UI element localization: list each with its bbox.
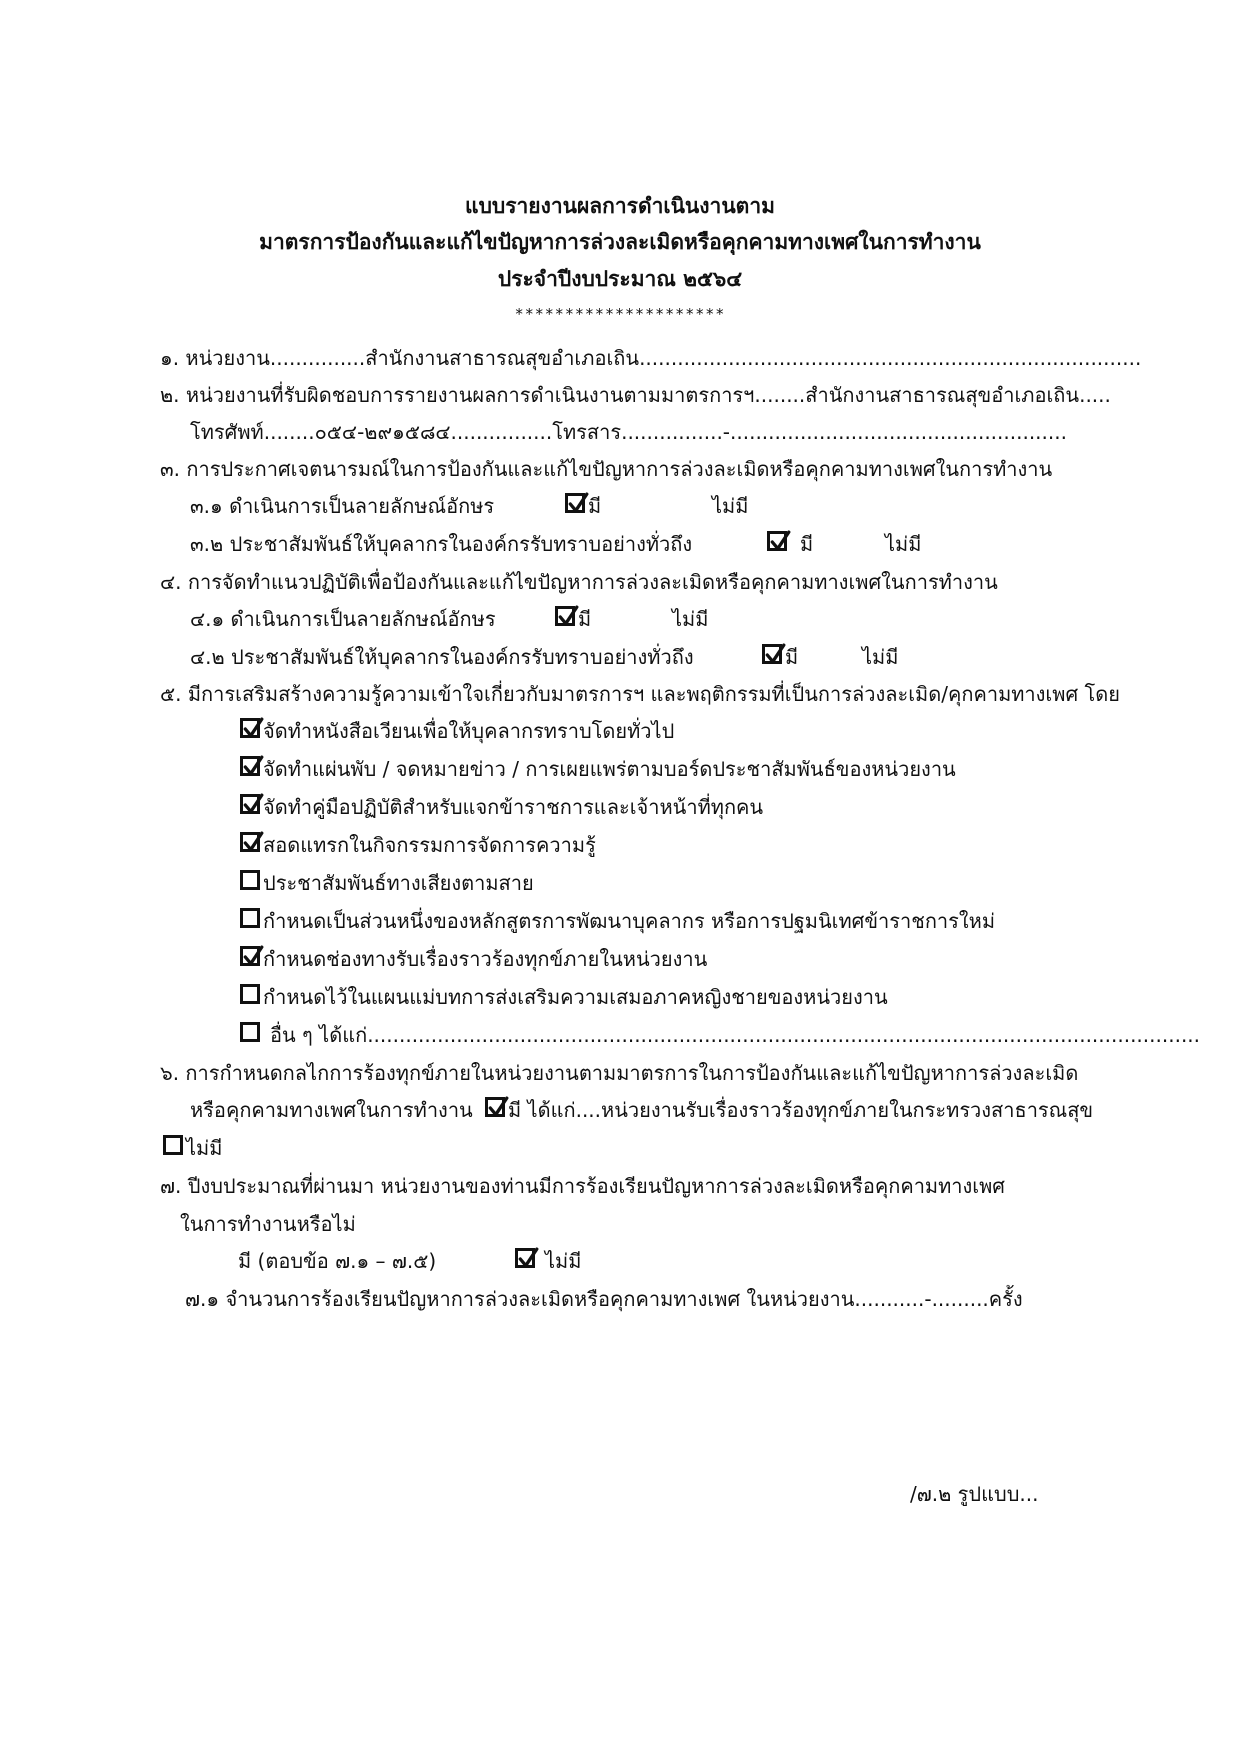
option-3-2-no: ไม่มี	[885, 532, 922, 556]
option-4-2-yes: มี	[785, 645, 799, 669]
checkbox-4-1-yes[interactable]	[555, 606, 575, 626]
option-4-1-no: ไม่มี	[672, 607, 709, 631]
section-6-line-1: ๖. การกำหนดกลไกการร้องทุกข์ภายในหน่วยงานตามมาตรการในการป้องกันและแก้ไขปัญหาการล่วงละเมิด	[160, 1061, 1079, 1085]
checkbox-5-9[interactable]	[240, 1022, 260, 1042]
checkbox-5-3[interactable]	[240, 794, 260, 814]
section-4-heading: ๔. การจัดทำแนวปฏิบัติเพื่อป้องกันและแก้ไขปัญหาการล่วงละเมิดหรือคุกคามทางเพศในการทำงาน	[160, 570, 998, 594]
checkbox-5-5[interactable]	[240, 870, 260, 890]
option-5-5-label: ประชาสัมพันธ์ทางเสียงตามสาย	[263, 871, 534, 895]
checkbox-6-no[interactable]	[163, 1135, 183, 1155]
title-line-1: แบบรายงานผลการดำเนินงานตาม	[465, 194, 775, 218]
option-5-2-label: จัดทำแผ่นพับ / จดหมายข่าว / การเผยแพร่ตามบอร์ดประชาสัมพันธ์ของหน่วยงาน	[263, 757, 956, 781]
section-6-line-2b: มี ได้แก่....หน่วยงานรับเรื่องราวร้องทุกข์ภายในกระทรวงสาธารณสุข	[508, 1098, 1094, 1122]
section-7-option-no: ไม่มี	[545, 1249, 582, 1273]
option-5-8-label: กำหนดไว้ในแผนแม่บทการส่งเสริมความเสมอภาคหญิงชายของหน่วยงาน	[263, 985, 888, 1009]
option-3-1-no: ไม่มี	[712, 494, 749, 518]
checkbox-5-7[interactable]	[240, 946, 260, 966]
option-5-7-label: กำหนดช่องทางรับเรื่องราวร้องทุกข์ภายในหน่วยงาน	[263, 947, 708, 971]
option-4-2-no: ไม่มี	[862, 645, 899, 669]
checkbox-5-8[interactable]	[240, 984, 260, 1004]
option-5-3-label: จัดทำคู่มือปฏิบัติสำหรับแจกข้าราชการและเจ้าหน้าที่ทุกคน	[263, 795, 764, 819]
option-3-2-yes: มี	[800, 532, 814, 556]
section-1-agency: ๑. หน่วยงาน...............สำนักงานสาธารณสุขอำเภอเถิน...............................................................................	[160, 346, 1142, 370]
checkbox-5-4[interactable]	[240, 832, 260, 852]
section-3-heading: ๓. การประกาศเจตนารมณ์ในการป้องกันและแก้ไขปัญหาการล่วงละเมิดหรือคุกคามทางเพศในการทำงาน	[160, 457, 1053, 481]
section-6-line-2a: หรือคุกคามทางเพศในการทำงาน	[190, 1098, 473, 1122]
next-page-reference: /๗.๒ รูปแบบ...	[910, 1482, 1039, 1506]
option-5-1-label: จัดทำหนังสือเวียนเพื่อให้บุคลากรทราบโดยทั่วไป	[263, 719, 675, 743]
section-7-option-yes: มี (ตอบข้อ ๗.๑ – ๗.๕)	[238, 1249, 437, 1273]
section-7-line-1: ๗. ปีงบประมาณที่ผ่านมา หน่วยงานของท่านมีการร้องเรียนปัญหาการล่วงละเมิดหรือคุกคามทางเพศ	[160, 1174, 1005, 1198]
title-line-3: ประจำปีงบประมาณ ๒๕๖๔	[497, 267, 743, 291]
checkbox-5-6[interactable]	[240, 908, 260, 928]
section-2-phone-fax: โทรศัพท์........๐๕๔-๒๙๑๕๘๔................โทรสาร................-.....................................................	[190, 420, 1067, 444]
option-5-9-label: อื่น ๆ ได้แก่...................................................................................................................................	[270, 1023, 1201, 1047]
checkbox-5-1[interactable]	[240, 718, 260, 738]
option-5-4-label: สอดแทรกในกิจกรรมการจัดการความรู้	[263, 833, 596, 857]
option-5-6-label: กำหนดเป็นส่วนหนึ่งของหลักสูตรการพัฒนาบุคลากร หรือการปฐมนิเทศข้าราชการใหม่	[263, 909, 996, 933]
section-6-no-label: ไม่มี	[186, 1136, 223, 1160]
option-4-1-yes: มี	[578, 607, 592, 631]
checkbox-4-2-yes[interactable]	[762, 644, 782, 664]
checkbox-7-no[interactable]	[515, 1248, 535, 1268]
section-5-heading: ๕. มีการเสริมสร้างความรู้ความเข้าใจเกี่ยวกับมาตรการฯ และพฤติกรรมที่เป็นการล่วงละเมิด/คุกคามทางเพศ โดย	[160, 682, 1120, 706]
section-3-1-label: ๓.๑ ดำเนินการเป็นลายลักษณ์อักษร	[190, 494, 495, 518]
checkbox-5-2[interactable]	[240, 756, 260, 776]
option-3-1-yes: มี	[588, 494, 602, 518]
checkbox-6-yes[interactable]	[485, 1097, 505, 1117]
section-2-line-1: ๒. หน่วยงานที่รับผิดชอบการรายงานผลการดำเนินงานตามมาตรการฯ........สำนักงานสาธารณสุขอำเภอเถิน.....	[160, 383, 1111, 407]
checkbox-3-1-yes[interactable]	[565, 493, 585, 513]
checkbox-3-2-yes[interactable]	[767, 531, 787, 551]
section-3-2-label: ๓.๒ ประชาสัมพันธ์ให้บุคลากรในองค์กรรับทราบอย่างทั่วถึง	[190, 532, 693, 556]
title-line-2: มาตรการป้องกันและแก้ไขปัญหาการล่วงละเมิดหรือคุกคามทางเพศในการทำงาน	[259, 230, 981, 254]
title-separator: *********************	[514, 305, 726, 323]
section-4-1-label: ๔.๑ ดำเนินการเป็นลายลักษณ์อักษร	[190, 607, 496, 631]
section-7-line-2: ในการทำงานหรือไม่	[180, 1212, 356, 1236]
section-7-1-count: ๗.๑ จำนวนการร้องเรียนปัญหาการล่วงละเมิดหรือคุกคามทางเพศ ในหน่วยงาน...........-.........ครั้ง	[185, 1287, 1023, 1311]
section-4-2-label: ๔.๒ ประชาสัมพันธ์ให้บุคลากรในองค์กรรับทราบอย่างทั่วถึง	[190, 645, 694, 669]
